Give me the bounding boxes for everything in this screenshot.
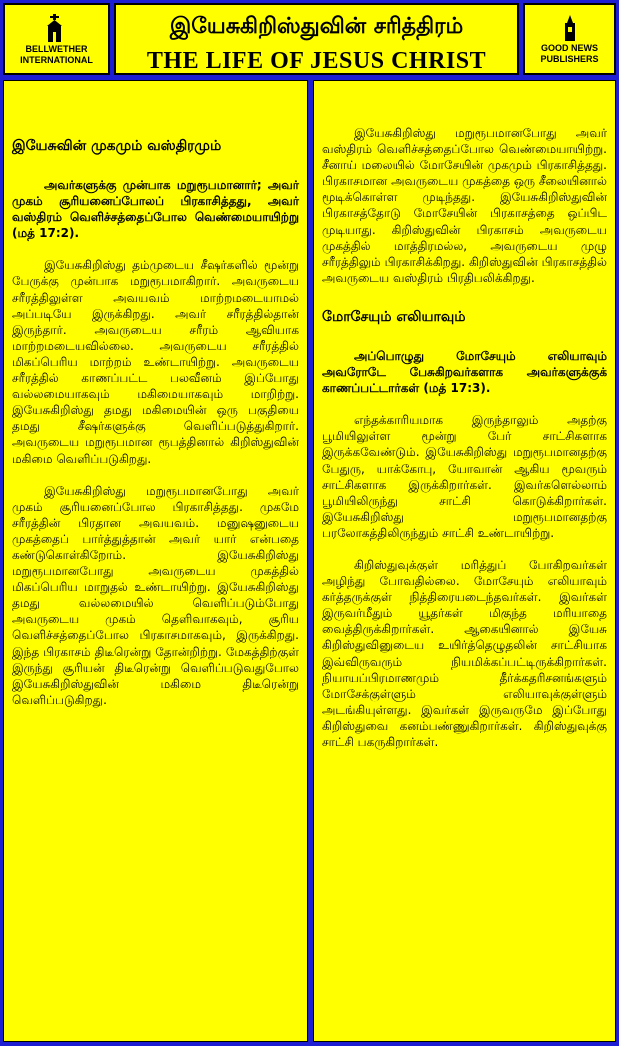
title-english: THE LIFE OF JESUS CHRIST [146,48,487,74]
title-tamil: இயேசுகிறிஸ்துவின் சரித்திரம் [169,13,464,39]
right-verse: அப்பொழுது மோசேயும் எலியாவும் அவரோடே பேசுகிறவர்களாக அவர்களுக்குக் காணப்பட்டார்கள் (மத் 17:3). [322,348,607,396]
right-paragraph-1: இயேசுகிறிஸ்து மறுரூபமானபோது அவர் வஸ்திரம் வெளிச்சத்தைப்போல வெண்மையாயிற்று. சீனாய் மலையில் மோசேயின் முகமும் பிரகாசித்தது. பிரகாசமான அவருடைய முகத்தை ஒரு சீலையினால் மூடிக்கொள்ள முடிந்தது. இயேசுகிறிஸ்துவின் பிரகாசத்தோடு மோசேயின் பிரகாசத்தை ஒப்பிட முடியாது. கிறிஸ்துவின் பிரகாசம் அவருடைய முகத்தில் மாத்திரமல்ல, அவருடைய முழு சரீரத்திலும் பிரகாசிக்கிறது. கிறிஸ்துவின் பிரகாசத்தில் அவருடைய வஸ்திரம் பிரதிபலிக்கிறது. [322,126,607,285]
book-tower-icon [555,13,585,43]
right-heading: மோசேயும் எலியாவும் [322,308,466,325]
logo-right-line1: GOOD NEWS [540,43,598,53]
left-paragraph-2: இயேசுகிறிஸ்து மறுரூபமானபோது அவர் முகம் சூரியனைப்போல பிரகாசித்தது. முகமே சரீரத்தின் பிரதான அவயவம். மனுஷனுடைய முகத்தைப் பார்த்துத்தான் அவர் யார் என்பதை கண்டுகொள்கிறோம். இயேசுகிறிஸ்து மறுரூபமானபோது அவருடைய முகத்தில் மிகப்பெரிய மாறுதல் உண்டாயிற்று. இயேசுகிறிஸ்து தமது வல்லமையில் வெளிப்படும்போது அவருடைய முகம் தெளிவாகவும், சூரிய வெளிச்சத்தைப்போல பிரகாசமாகவும், இருக்கிறது. இந்த பிரகாசம் திடீரென்று தோன்றிற்று. மேகத்திற்குள் இருந்து சூரியன் திடீரென்று வெளிப்படுவதுபோல இயேசுகிறிஸ்துவின் மகிமை திடீரென்று வெளிப்படுகிறது. [12,483,299,707]
right-paragraph-3: கிறிஸ்துவுக்குள் மரித்துப் போகிறவர்கள் அழிந்து போவதில்லை. மோசேயும் எலியாவும் கர்த்தருக்குள் நித்திரையடைந்தவர்கள். இவர்கள் இருவர்மீதும் யூதர்கள் மிகுந்த மரியாதை வைத்திருக்கிறார்கள். ஆகையினால் இயேசு கிறிஸ்துவினுடைய உயிர்த்தெழுதலின் சாட்சியாக இவ்விருவரும் நியமிக்கப்பட்டிருக்கிறார்கள். நியாயப்பிரமாணமும் தீர்க்கதரிசனங்களும் மோசேக்குள்ளும் எலியாவுக்குள்ளும் அடங்கியுள்ளது. இவர்கள் இருவருமே இப்போது கிறிஸ்துவை கனம்பண்ணுகிறார்கள். கிறிஸ்துவுக்கு சாட்சி பகருகிறார்கள். [322,557,607,749]
right-paragraph-2: எந்தக்காரியமாக இருந்தாலும் அதற்கு பூமியிலுள்ள மூன்று பேர் சாட்சிகளாக இருக்கவேண்டும். இயேசுகிறிஸ்து மறுரூபமானதற்கு பேதுரு, யாக்கோபு, யோவான் ஆகிய மூவரும் சாட்சிகளாக இருக்கிறார்கள். இவர்களெல்லாம் பூமியிலிருந்து சாட்சி கொடுக்கிறார்கள். இயேசுகிறிஸ்து மறுரூபமானதற்கு பரலோகத்திலிருந்தும் சாட்சி உண்டாயிற்று. [322,413,607,540]
page-header [114,3,519,75]
left-heading: இயேசுவின் முகமும் வஸ்திரமும் [12,138,222,154]
logo-left-line1: BELLWETHER [25,44,88,54]
bellwether-logo [3,3,110,75]
right-column [313,80,616,1042]
logo-left-line2: INTERNATIONAL [20,55,93,65]
left-column [3,80,308,1042]
left-verse: அவர்களுக்கு முன்பாக மறுரூபமானார்; அவர் முகம் சூரியனைப்போலப் பிரகாசித்தது, அவர் வஸ்திரம் வெளிச்சத்தைப்போல வெண்மையாயிற்று (மத் 17:2). [12,178,299,241]
church-icon [37,12,77,44]
good-news-logo [523,3,616,75]
left-paragraph-1: இயேசுகிறிஸ்து தம்முடைய சீஷர்களில் மூன்று பேருக்கு முன்பாக மறுரூபமாகிறார். அவருடைய சரீரத்திலுள்ள அவயவம் மாற்றமடையாமல் அப்படியே இருக்கிறது. அவர் சரீரத்தில்தான் இருந்தார். அவருடைய சரீரம் ஆவியாக மாற்றமடையவில்லை. அவருடைய சரீரத்தில் மிகப்பெரிய மாற்றம் உண்டாயிற்று. அவருடைய சரீரத்தில் காணப்பட்ட பலவீனம் இப்போது வல்லமையாகவும் மகிமையாகவும் மாறிற்று. இயேசுகிறிஸ்து தமது மகிமையின் ஒரு பகுதியை தமது சீஷர்களுக்கு வெளிப்படுத்துகிறார். அவருடைய மறுரூபமான ரூபத்தினால் கிறிஸ்துவின் மகிமை வெளிப்படுகிறது. [12,258,299,466]
logo-right-line2: PUBLISHERS [540,54,599,64]
